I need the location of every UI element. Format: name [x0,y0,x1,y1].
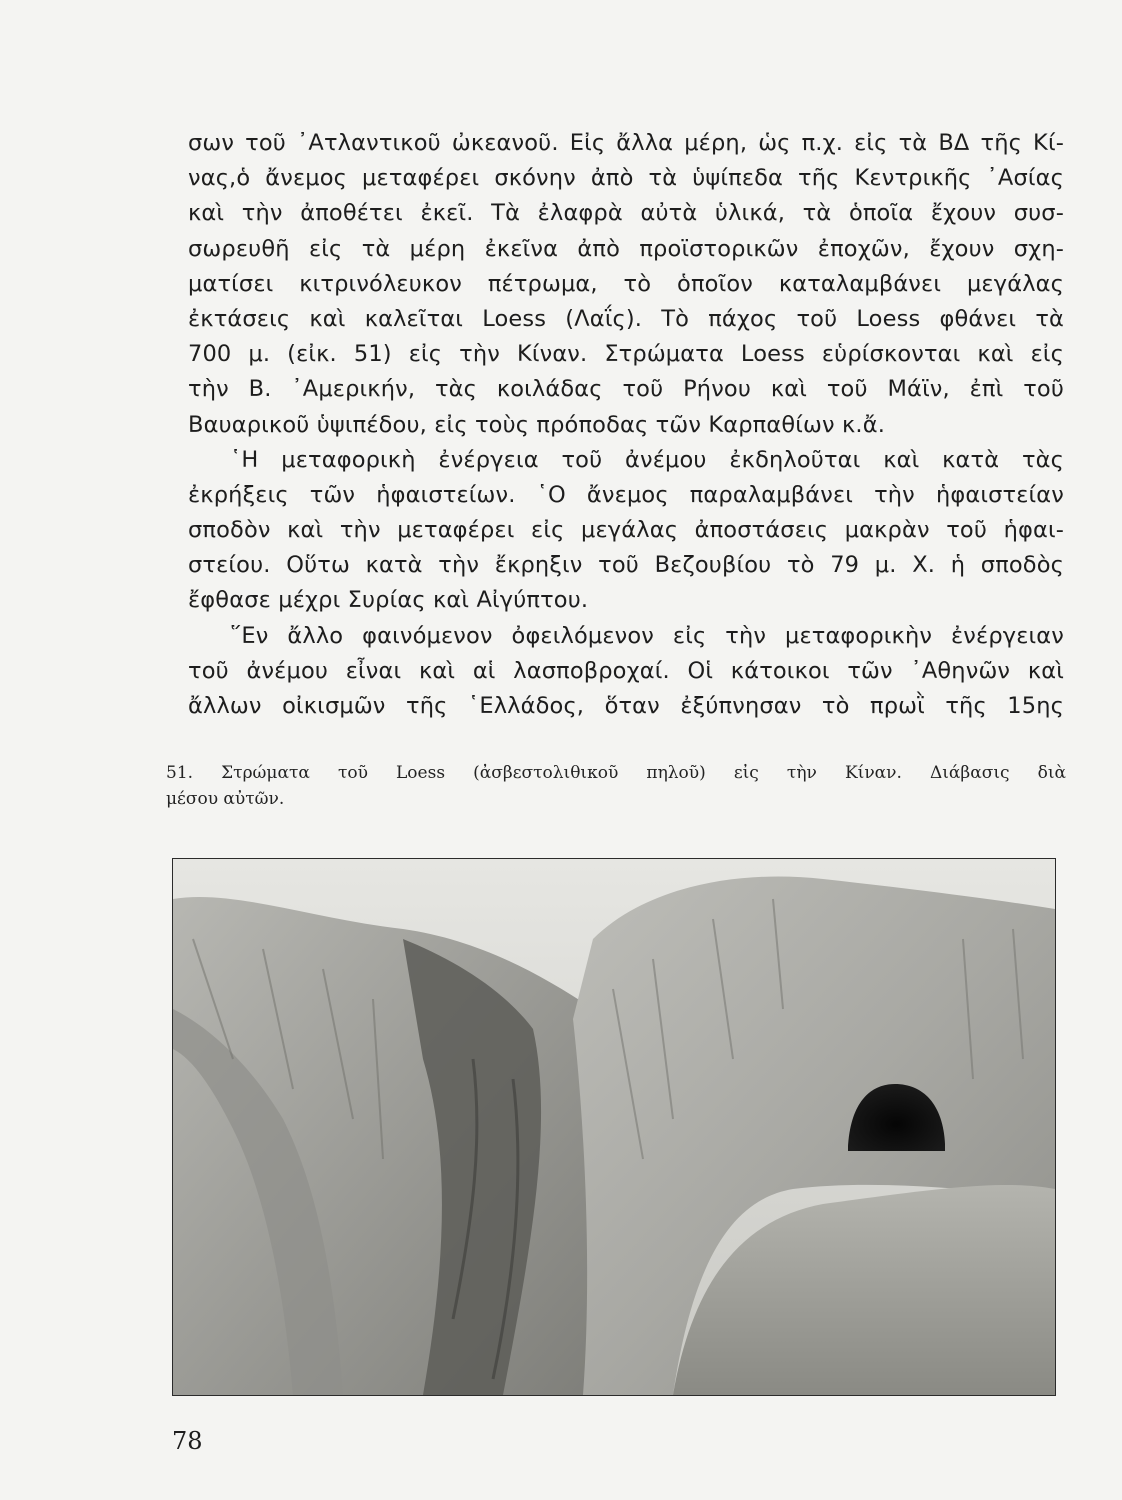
body-line: σωρευθῆ εἰς τὰ μέρη ἐκεῖνα ἀπὸ προϊστορικῶν ἐποχῶν, ἔχουν σχη- [188,235,1064,262]
body-line: 700 μ. (εἰκ. 51) εἰς τὴν Κίναν. Στρώματα Loess εὑρίσκονται καὶ εἰς [188,341,1064,368]
body-line: ἐκρήξεις τῶν ἡφαιστείων. ῾Ο ἄνεμος παραλαμβάνει τὴν ἡφαιστείαν [188,481,1064,508]
body-line: ἐκτάσεις καὶ καλεῖται Loess (Λαΐς). Τὸ πάχος τοῦ Loess φθάνει τὰ [188,305,1064,332]
body-line: ματίσει κιτρινόλευκον πέτρωμα, τὸ ὁποῖον καταλαμβάνει μεγάλας [188,270,1064,297]
figure-caption [166,760,1066,812]
body-line: ἄλλων οἰκισμῶν τῆς ῾Ελλάδος, ὅταν ἐξύπνησαν τὸ πρωῒ τῆς 15ης [188,693,1064,719]
body-line: Βαυαρικοῦ ὑψιπέδου, εἰς τοὺς πρόποδας τῶν Καρπαθίων κ.ἄ. [188,411,886,438]
page-number: 78 [172,1427,203,1455]
body-line: ῞Εν ἄλλο φαινόμενον ὀφειλόμενον εἰς τὴν μεταφορικὴν ἐνέργειαν [230,622,1064,649]
body-line: καὶ τὴν ἀποθέτει ἐκεῖ. Τὰ ἐλαφρὰ αὐτὰ ὑλικά, τὰ ὁποῖα ἔχουν συσ- [188,200,1064,227]
caption-line: μέσου αὐτῶν. [166,789,285,809]
caption-line: 51. Στρώματα τοῦ Loess (ἀσβεστολιθικοῦ πηλοῦ) εἰς τὴν Κίναν. Διάβασις διὰ [166,763,1066,783]
body-line: ῾Η μεταφορικὴ ἐνέργεια τοῦ ἀνέμου ἐκδηλοῦται καὶ κατὰ τὰς [230,446,1064,473]
body-line: σων τοῦ ᾽Ατλαντικοῦ ὠκεανοῦ. Εἰς ἄλλα μέρη, ὡς π.χ. εἰς τὰ ΒΔ τῆς Κί- [188,130,1064,156]
body-line: τὴν Β. ᾽Αμερικήν, τὰς κοιλάδας τοῦ Ρήνου καὶ τοῦ Μάϊν, ἐπὶ τοῦ [188,376,1064,403]
body-line: στείου. Οὕτω κατὰ τὴν ἔκρηξιν τοῦ Βεζουβίου τὸ 79 μ. Χ. ἡ σποδὸς [188,552,1064,579]
body-line: σποδὸν καὶ τὴν μεταφέρει εἰς μεγάλας ἀποστάσεις μακρὰν τοῦ ἡφαι- [188,517,1064,544]
body-line: νας,ὁ ἄνεμος μεταφέρει σκόνην ἀπὸ τὰ ὑψίπεδα τῆς Κεντρικῆς ᾽Ασίας [188,165,1064,192]
body-line: τοῦ ἀνέμου εἶναι καὶ αἱ λασποβροχαί. Οἱ κάτοικοι τῶν ᾽Αθηνῶν καὶ [188,657,1064,684]
body-text [188,126,1064,724]
body-line: ἔφθασε μέχρι Συρίας καὶ Αἰγύπτου. [188,587,589,614]
loess-photo [172,858,1056,1396]
